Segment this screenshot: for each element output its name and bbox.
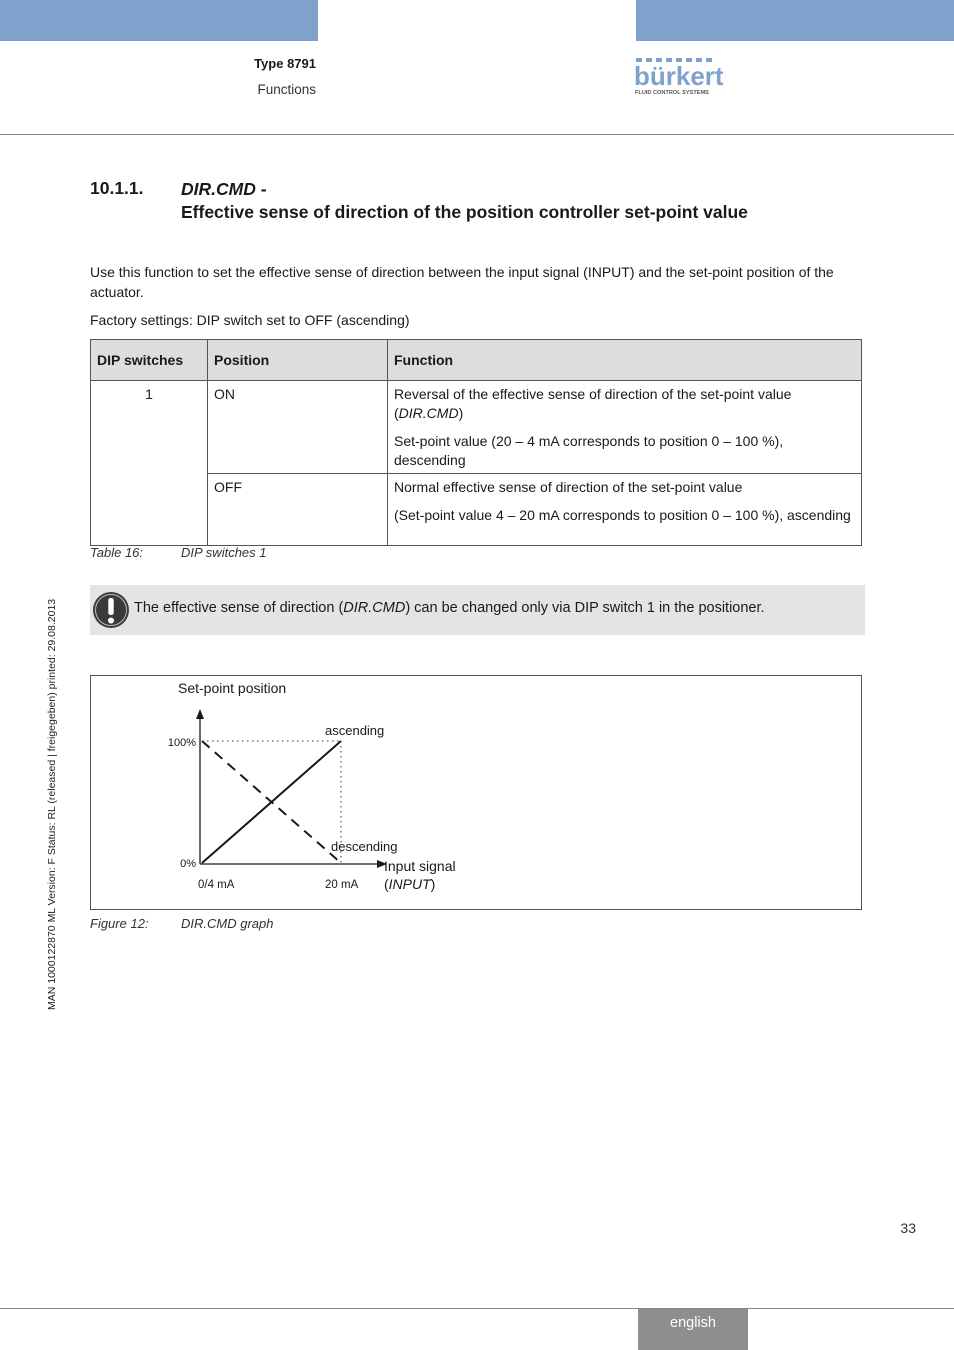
burkert-logo <box>634 56 744 98</box>
dip-switch-table <box>90 339 862 546</box>
descending-label: descending <box>331 839 398 854</box>
dip-switch-number: 1 <box>91 381 208 546</box>
note-text <box>134 600 765 616</box>
paren-close: ) <box>430 876 436 892</box>
chapter-name: Functions <box>257 82 316 97</box>
note-text-part: ) can be changed only via DIP switch 1 in the positioner. <box>405 600 765 616</box>
table-row <box>91 381 862 474</box>
table-caption-text: DIP switches 1 <box>181 545 267 560</box>
section-title-text: Effective sense of direction of the position controller set-point value <box>181 202 748 222</box>
y-tick-label-0: 0% <box>180 858 196 870</box>
column-header: DIP switches <box>91 340 208 381</box>
ascending-label: ascending <box>325 723 385 738</box>
function-cell <box>388 474 862 546</box>
figure-caption-label: Figure 12: <box>90 916 149 931</box>
exclamation-icon <box>92 591 130 629</box>
x-tick-label-min: 0/4 mA <box>198 879 235 891</box>
function-line: Set-point value (20 – 4 mA corresponds to position 0 – 100 %), descending <box>394 433 784 468</box>
function-line <box>394 385 855 423</box>
y-axis-title: Set-point position <box>178 680 287 696</box>
position-cell: OFF <box>208 474 388 546</box>
header-bar-right <box>636 0 954 41</box>
intro-paragraph: Use this function to set the effective sense of direction between the input signal (INPUT) and the set-point position of the actuator. <box>90 264 834 300</box>
logo-wordmark: bürkert <box>634 61 724 91</box>
logo-tagline: FLUID CONTROL SYSTEMS <box>635 90 709 96</box>
table-header-row <box>91 340 862 381</box>
note-box <box>90 585 865 635</box>
figure-caption-text: DIR.CMD graph <box>181 916 274 931</box>
factory-settings: Factory settings: DIP switch set to OFF (ascending) <box>90 312 410 328</box>
note-text-part: The effective sense of direction ( <box>134 600 344 616</box>
function-cell <box>388 381 862 474</box>
y-tick-label-100: 100% <box>167 737 196 749</box>
language-label: english <box>670 1315 716 1331</box>
function-line: Normal effective sense of direction of the set-point value <box>394 479 743 495</box>
section-number: 10.1.1. <box>90 178 144 198</box>
x-axis-title-code <box>384 876 435 892</box>
input-code: INPUT <box>388 876 431 892</box>
function-text: Reversal of the effective sense of direction of the set-point value ( <box>394 386 792 421</box>
language-tab <box>638 1309 748 1350</box>
section-title <box>181 178 851 224</box>
figure-frame <box>90 675 862 910</box>
table-caption-label: Table 16: <box>90 545 144 560</box>
column-header: Position <box>208 340 388 381</box>
paren-open: ( <box>384 876 389 892</box>
position-cell: ON <box>208 381 388 474</box>
header-bar-left <box>0 0 318 41</box>
function-code: DIR.CMD <box>398 405 459 421</box>
page-number: 33 <box>900 1220 916 1236</box>
document-type: Type 8791 <box>254 56 316 71</box>
section-title-code: DIR.CMD <box>181 179 256 199</box>
function-line: (Set-point value 4 – 20 mA corresponds to position 0 – 100 %), ascending <box>394 507 851 523</box>
document-status-note: MAN 1000122870 ML Version: F Status: RL (released | freigegeben) printed: 29.08.2013 <box>46 598 58 1010</box>
note-code: DIR.CMD <box>343 600 406 616</box>
header-divider <box>0 134 954 135</box>
dir-cmd-chart <box>91 676 861 909</box>
function-text: ) <box>458 405 464 421</box>
column-header: Function <box>388 340 862 381</box>
footer-divider <box>0 1308 954 1309</box>
x-axis-title: Input signal <box>384 858 456 874</box>
section-title-dash: - <box>255 179 267 199</box>
x-tick-label-max: 20 mA <box>325 879 359 891</box>
